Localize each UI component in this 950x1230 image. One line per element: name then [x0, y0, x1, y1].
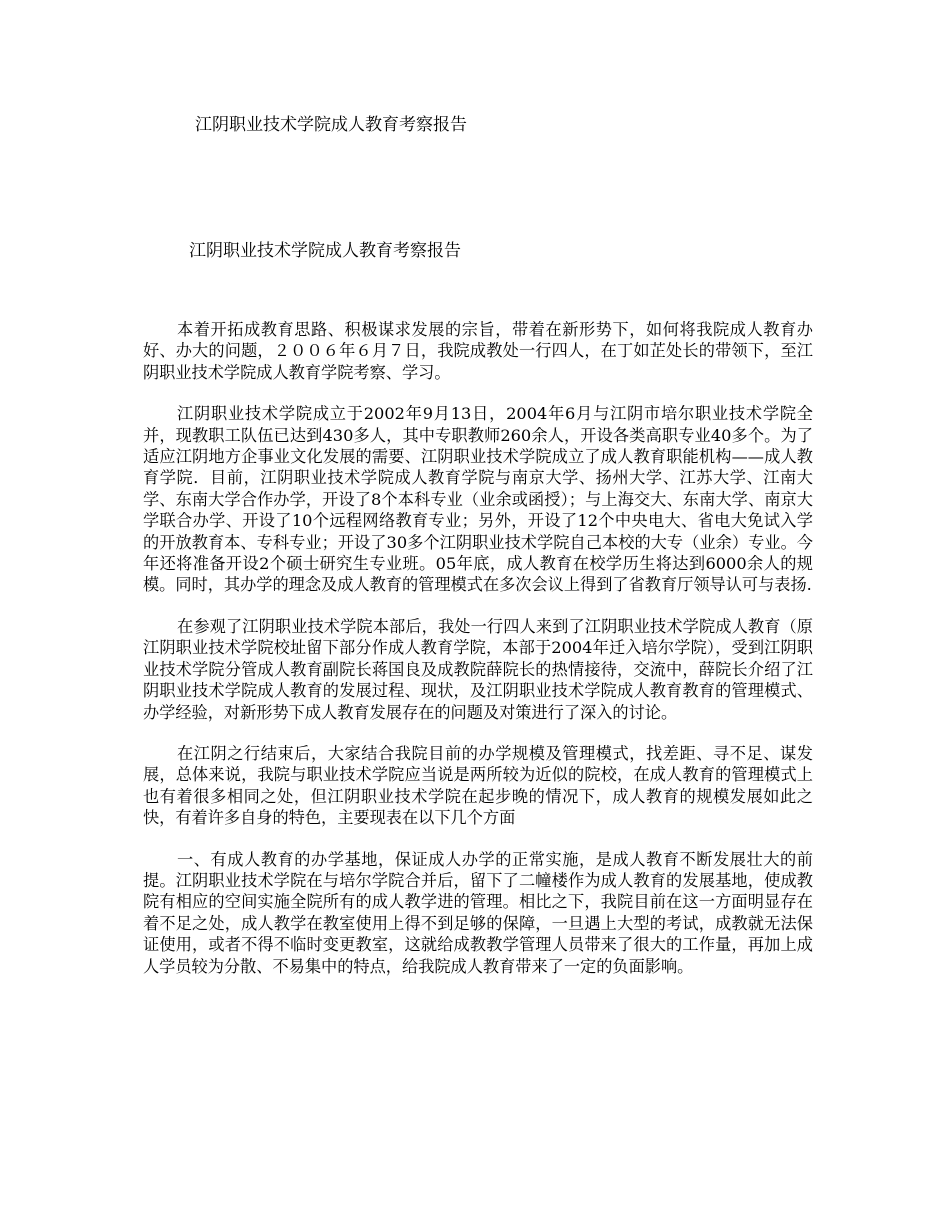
document-header-title: 江阴职业技术学院成人教育考察报告	[195, 115, 467, 135]
paragraph-intro: 本着开拓成教育思路、积极谋求发展的宗旨，带着在新形势下，如何将我院成人教育办好、办大的问题，２００６年６月７日，我院成教处一行四人，在丁如芷处长的带领下，至江阴职业技术学院成人教育学院考察、学习。	[143, 320, 813, 382]
paragraph-point-one: 一、有成人教育的办学基地，保证成人办学的正常实施，是成人教育不断发展壮大的前提。江阴职业技术学院在与培尔学院合并后，留下了二幢楼作为成人教育的发展基地，使成教院有相应的空间实施全院所有的成人教学进的管理。相比之下，我院目前在这一方面明显存在着不足之处，成人教学在教室使用上得不到足够的保障，一旦遇上大型的考试，成教就无法保证使用，或者不得不临时变更教室，这就给成教教学管理人员带来了很大的工作量，再加上成人学员较为分散、不易集中的特点，给我院成人教育带来了一定的负面影响。	[143, 849, 813, 976]
document-body	[143, 319, 813, 997]
paragraph-visit: 在参观了江阴职业技术学院本部后，我处一行四人来到了江阴职业技术学院成人教育（原江阴职业技术学院校址留下部分作成人教育学院，本部于2004年迁入培尔学院），受到江阴职业技术学院分管成人教育副院长蒋国良及成教院薛院长的热情接待，交流中，薛院长介绍了江阴职业技术学院成人教育的发展过程、现状，及江阴职业技术学院成人教育教育的管理模式、办学经验，对新形势下成人教育发展存在的问题及对策进行了深入的讨论。	[143, 616, 813, 722]
paragraph-college-overview: 江阴职业技术学院成立于2002年9月13日，2004年6月与江阴市培尔职业技术学院全并，现教职工队伍已达到430多人，其中专职教师260余人，开设各类高职专业40多个。为了适应江阴地方企事业文化发展的需要、江阴职业技术学院成立了成人教育职能机构——成人教育学院．目前，江阴职业技术学院成人教育学院与南京大学、扬州大学、江苏大学、江南大学、东南大学合作办学，开设了8个本科专业（业余或函授）；与上海交大、东南大学、南京大学联合办学、开设了10个远程网络教育专业；另外，开设了12个中央电大、省电大免试入学的开放教育本、专科专业；开设了30多个江阴职业技术学院自己本校的大专（业余）专业。今年还将准备开设2个硕士研究生专业班。05年底，成人教育在校学历生将达到6000余人的规模。同时，其办学的理念及成人教育的管理模式在多次会议上得到了省教育厅领导认可与表扬.	[143, 404, 813, 595]
document-title: 江阴职业技术学院成人教育考察报告	[189, 241, 461, 261]
paragraph-reflection: 在江阴之行结束后，大家结合我院目前的办学规模及管理模式，找差距、寻不足、谋发展，总体来说，我院与职业技术学院应当说是两所较为近似的院校，在成人教育的管理模式上也有着很多相同之处，但江阴职业技术学院在起步晚的情况下，成人教育的规模发展如此之快，有着许多自身的特色，主要现表在以下几个方面	[143, 743, 813, 828]
